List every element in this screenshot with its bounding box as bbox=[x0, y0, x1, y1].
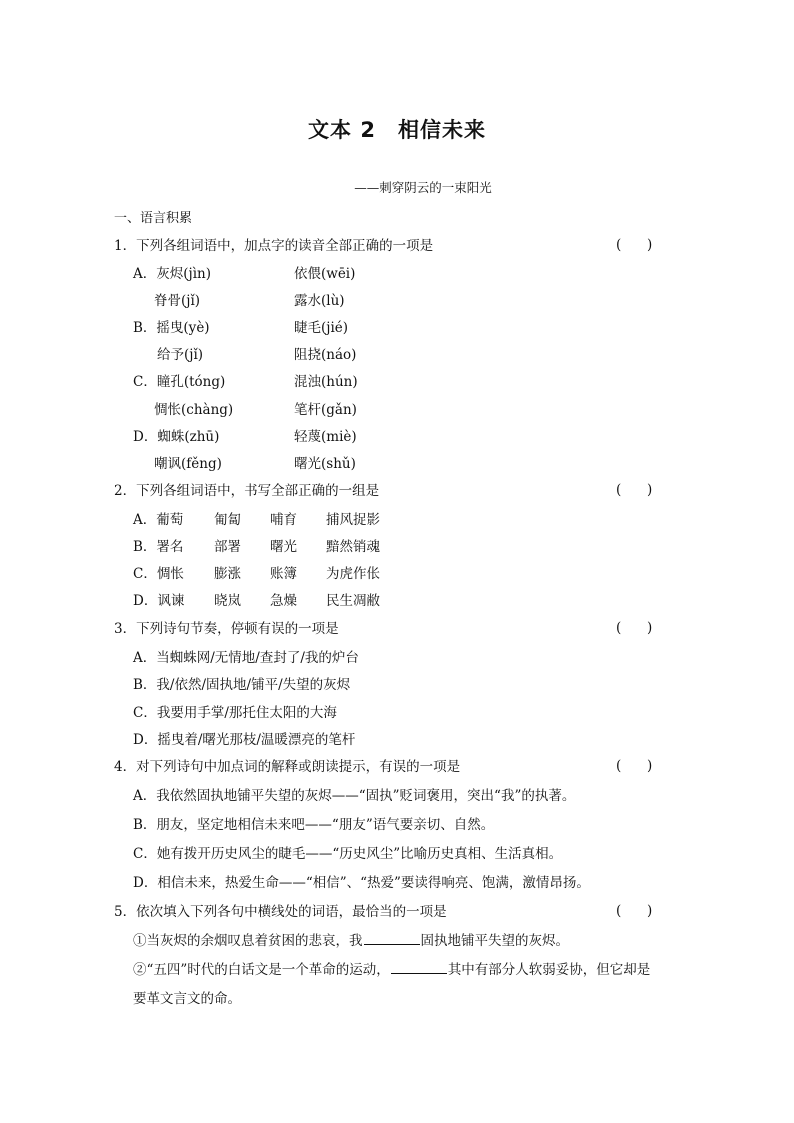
q1-option-b-word4: 阻挠(náo) bbox=[294, 347, 357, 363]
q5-sentence-2-continued: 要革文言文的命。 bbox=[133, 991, 241, 1007]
q5-sentence-2-part-b: 其中有部分人软弱妥协，但它却是 bbox=[447, 962, 651, 978]
q1-option-c-word3: 惆怅(chàng) bbox=[154, 402, 234, 418]
q1-option-c-word1: C．瞳孔(tóng) bbox=[133, 374, 226, 390]
q1-option-c-word2: 混浊(hún) bbox=[294, 374, 358, 390]
q2-option-d-word3: 急燥 bbox=[270, 593, 297, 609]
q5-sentence-1-part-a: ①当灰烬的余烟叹息着贫困的悲哀，我 bbox=[133, 933, 363, 949]
question-5-answer-paren: ( ) bbox=[616, 903, 653, 919]
question-5-stem: 5．依次填入下列各句中横线处的词语，最恰当的一项是 bbox=[114, 904, 447, 920]
q5-sentence-2-part-a: ②“五四”时代的白话文是一个革命的运动， bbox=[133, 962, 390, 978]
q1-option-a-word1: A．灰烬(jìn) bbox=[133, 266, 211, 282]
q2-option-b-word2: 部署 bbox=[214, 539, 241, 555]
page-subtitle: ——刺穿阴云的一束阳光 bbox=[354, 180, 492, 195]
q2-option-c-word3: 账簿 bbox=[270, 566, 297, 582]
q2-option-d-word2: 晓岚 bbox=[214, 593, 241, 609]
q2-option-a-word3: 哺育 bbox=[270, 512, 297, 528]
question-3-stem: 3．下列诗句节奏，停顿有误的一项是 bbox=[114, 621, 339, 637]
q3-option-c: C．我要用手掌/那托住太阳的大海 bbox=[133, 705, 337, 721]
q3-option-a: A．当蜘蛛网/无情地/查封了/我的炉台 bbox=[133, 650, 359, 666]
q3-option-d: D．摇曳着/曙光那枝/温暖漂亮的笔杆 bbox=[133, 732, 356, 748]
question-4-stem: 4．对下列诗句中加点词的解释或朗读提示，有误的一项是 bbox=[114, 759, 461, 775]
q1-option-d-word2: 轻蔑(miè) bbox=[294, 429, 357, 445]
q1-option-d-word1: D．蜘蛛(zhū) bbox=[133, 429, 220, 445]
q1-option-b-word2: 睫毛(jié) bbox=[294, 320, 349, 336]
question-2-stem: 2．下列各组词语中，书写全部正确的一组是 bbox=[114, 483, 380, 499]
q2-option-c-word4: 为虎作伥 bbox=[326, 566, 380, 582]
q5-blank-2 bbox=[391, 961, 447, 974]
section-heading: 一、语言积累 bbox=[114, 211, 193, 226]
q4-option-b: B．朋友，坚定地相信未来吧——“朋友”语气要亲切、自然。 bbox=[133, 817, 495, 833]
q2-option-c-word1: C．惆怅 bbox=[133, 566, 184, 582]
q5-sentence-1 bbox=[133, 932, 569, 950]
q2-option-d-word4: 民生凋敝 bbox=[326, 593, 380, 609]
q3-option-b: B．我/依然/固执地/铺平/失望的灰烬 bbox=[133, 677, 351, 693]
q4-option-a: A．我依然固执地铺平失望的灰烬——“固执”贬词褒用，突出“我”的执著。 bbox=[133, 788, 576, 804]
page-title bbox=[0, 114, 794, 144]
q2-option-a-word2: 匍匐 bbox=[214, 512, 241, 528]
question-3-answer-paren: ( ) bbox=[616, 620, 653, 636]
q2-option-a-word1: A．葡萄 bbox=[133, 512, 184, 528]
q2-option-c-word2: 膨涨 bbox=[214, 566, 241, 582]
q2-option-b-word4: 黯然销魂 bbox=[326, 539, 380, 555]
q1-option-c-word4: 笔杆(gǎn) bbox=[294, 402, 357, 418]
q1-option-d-word4: 曙光(shǔ) bbox=[294, 456, 356, 472]
q1-option-b-word3: 给予(jǐ) bbox=[157, 347, 204, 363]
q1-option-a-word4: 露水(lù) bbox=[294, 293, 345, 309]
q2-option-a-word4: 捕风捉影 bbox=[326, 512, 380, 528]
q1-option-d-word3: 嘲讽(fěng) bbox=[154, 456, 222, 472]
question-2-answer-paren: ( ) bbox=[616, 482, 653, 498]
q5-sentence-1-part-b: 固执地铺平失望的灰烬。 bbox=[420, 933, 569, 949]
title-part-1: 文本 2 bbox=[308, 118, 376, 142]
q5-sentence-2 bbox=[133, 961, 650, 979]
question-1-stem: 1．下列各组词语中，加点字的读音全部正确的一项是 bbox=[114, 238, 434, 254]
q1-option-a-word2: 依偎(wēi) bbox=[294, 266, 356, 282]
question-4-answer-paren: ( ) bbox=[616, 758, 653, 774]
title-part-2: 相信未来 bbox=[397, 118, 486, 142]
q1-option-b-word1: B．摇曳(yè) bbox=[133, 320, 210, 336]
q4-option-c: C．她有拨开历史风尘的睫毛——“历史风尘”比喻历史真相、生活真相。 bbox=[133, 846, 563, 862]
question-1-answer-paren: ( ) bbox=[616, 237, 653, 253]
q5-blank-1 bbox=[364, 932, 420, 945]
q2-option-b-word1: B．署名 bbox=[133, 539, 184, 555]
q2-option-d-word1: D．讽谏 bbox=[133, 593, 185, 609]
q4-option-d: D．相信未来，热爱生命——“相信”、“热爱”要读得响亮、饱满，激情昂扬。 bbox=[133, 875, 590, 891]
q1-option-a-word3: 脊骨(jǐ) bbox=[154, 293, 201, 309]
q2-option-b-word3: 曙光 bbox=[270, 539, 297, 555]
